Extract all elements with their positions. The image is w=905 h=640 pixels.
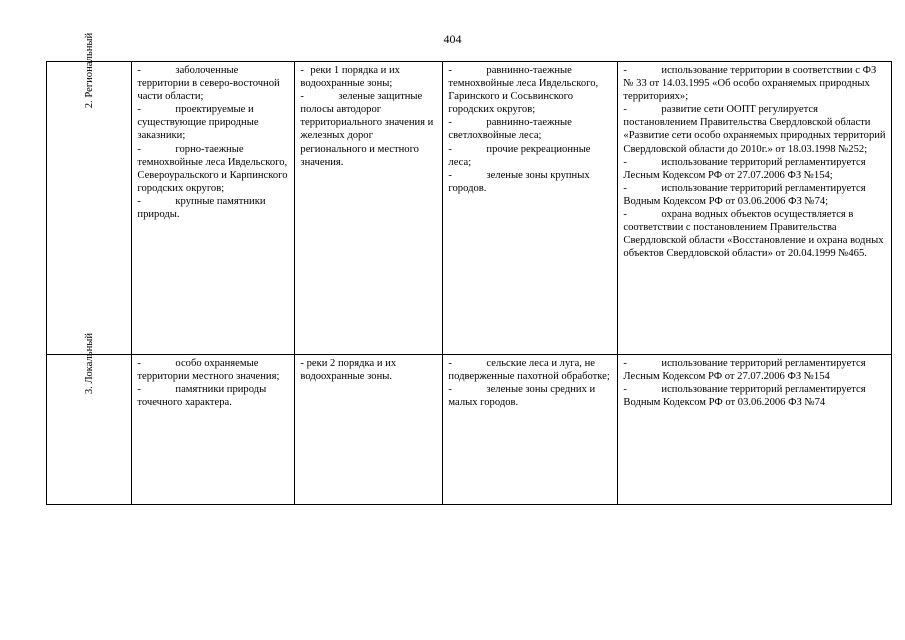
list-item: - охрана водных объектов осуществляется в соответствии с постановлением Правительства Свердловской области «Восстановление и охрана водных объектов Свердловской области» от 20.04.1999 №465. xyxy=(623,209,884,260)
list-cell xyxy=(132,355,295,505)
list-item: - использование территорий регламентируется Лесным Кодексом РФ от 27.07.2006 ФЗ №154; xyxy=(623,156,866,181)
row-label: 3. Локальный xyxy=(84,332,96,395)
list-cell xyxy=(295,355,443,505)
table-row xyxy=(47,355,892,505)
list-item: - прочие рекреационные леса; xyxy=(448,143,591,168)
list-item: - равнинно-таежные темнохвойные леса Ивдельского, Гаринского и Сосьвинского городских округов; xyxy=(448,65,599,116)
list-cell xyxy=(618,355,892,505)
list-item: - крупные памятники природы. xyxy=(137,195,266,221)
list-item: - зеленые защитные полосы автодорог территориального значения и железных дорог регионального и местного значения. xyxy=(300,91,434,168)
list-item: - особо охраняемые территории местного значения; xyxy=(137,358,280,383)
list-item: - использование территорий регламентируется Водным Кодексом РФ от 03.06.2006 ФЗ №74; xyxy=(623,182,866,207)
list-item: - реки 2 порядка и их водоохранные зоны. xyxy=(300,358,397,383)
list-item: - использование территории в соответствии с ФЗ № 33 от 14.03.1995 «Об особо охраняемых природных территориях»; xyxy=(623,65,877,103)
list-item: - развитие сети ООПТ регулируется постановлением Правительства Свердловской области «Развитие сети особо охраняемых природных территорий Свердловской области до 2010г.» от 18.03.1998 №252; xyxy=(623,104,886,155)
row-label-cell xyxy=(47,332,132,505)
page-number: 404 xyxy=(443,32,462,46)
list-cell xyxy=(618,62,892,355)
row-label: 2. Региональный xyxy=(84,32,96,109)
list-item: - равнинно-таежные светлохвойные леса; xyxy=(448,117,572,142)
list-item: - использование территорий регламентируется Лесным Кодексом РФ от 27.07.2006 ФЗ №154 xyxy=(623,358,866,383)
list-item: - использование территорий регламентируется Водным Кодексом РФ от 03.06.2006 ФЗ №74 xyxy=(623,384,866,409)
list-cell xyxy=(443,62,618,355)
list-item: - заболоченные территории в северо-восточной части области; xyxy=(137,65,280,103)
list-cell xyxy=(295,62,443,355)
list-cell xyxy=(132,62,295,355)
list-item: - зеленые зоны крупных городов. xyxy=(448,169,590,194)
table-row xyxy=(47,62,892,355)
list-cell xyxy=(443,355,618,505)
list-item: - проектируемые и существующие природные заказники; xyxy=(137,104,259,142)
list-item: - памятники природы точечного характера. xyxy=(137,384,267,409)
list-item: - реки 1 порядка и их водоохранные зоны; xyxy=(300,65,400,90)
list-item: - зеленые зоны средних и малых городов. xyxy=(448,384,596,409)
list-item: - горно-таежные темнохвойные леса Ивдельского, Североуральского и Карпинского городских округов; xyxy=(137,143,288,194)
list-item: - сельские леса и луга, не подверженные пахотной обработке; xyxy=(448,358,610,383)
row-label-cell xyxy=(47,32,132,355)
